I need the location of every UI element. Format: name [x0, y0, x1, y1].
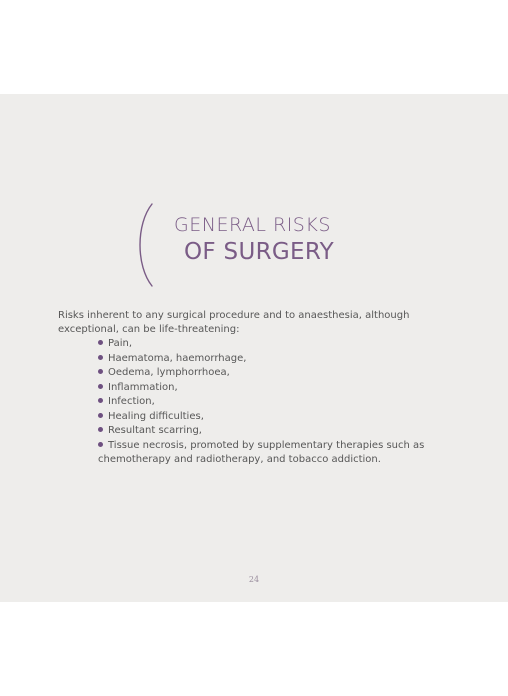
risk-text: Healing difficulties,: [108, 410, 204, 422]
document-page: [0, 94, 508, 602]
bullet-icon: [98, 442, 103, 447]
risks-list: [98, 337, 458, 468]
bullet-icon: [98, 369, 103, 374]
list-item: [98, 424, 458, 439]
risk-text: Inflammation,: [108, 381, 178, 393]
risk-text: Tissue necrosis, promoted by supplementary therapies such as chemotherapy and radiotherapy, and tobacco addiction.: [98, 439, 425, 465]
list-item: [98, 395, 458, 410]
list-item: [98, 381, 458, 396]
list-item: [98, 352, 458, 367]
bullet-icon: [98, 413, 103, 418]
section-heading: [174, 216, 334, 264]
opening-parenthesis-decoration: [132, 202, 156, 288]
heading-line-1: GENERAL RISKS: [174, 214, 331, 236]
risk-text: Pain,: [108, 338, 133, 349]
risk-text: Infection,: [108, 396, 155, 407]
risk-text: Resultant scarring,: [108, 425, 202, 436]
risk-text: Oedema, lymphorrhoea,: [108, 367, 230, 378]
bullet-icon: [98, 398, 103, 403]
list-item: [98, 337, 458, 352]
page-number: 24: [248, 575, 260, 584]
bullet-icon: [98, 340, 103, 345]
bullet-icon: [98, 355, 103, 360]
list-item: [98, 439, 458, 468]
list-item: [98, 410, 458, 425]
bullet-icon: [98, 427, 103, 432]
risk-text: Haematoma, haemorrhage,: [108, 352, 247, 364]
bullet-icon: [98, 384, 103, 389]
list-item: [98, 366, 458, 381]
intro-paragraph: Risks inherent to any surgical procedure and to anaesthesia, although exceptional, can be life-threatening:: [58, 310, 410, 335]
heading-line-2: OF SURGERY: [184, 239, 334, 265]
